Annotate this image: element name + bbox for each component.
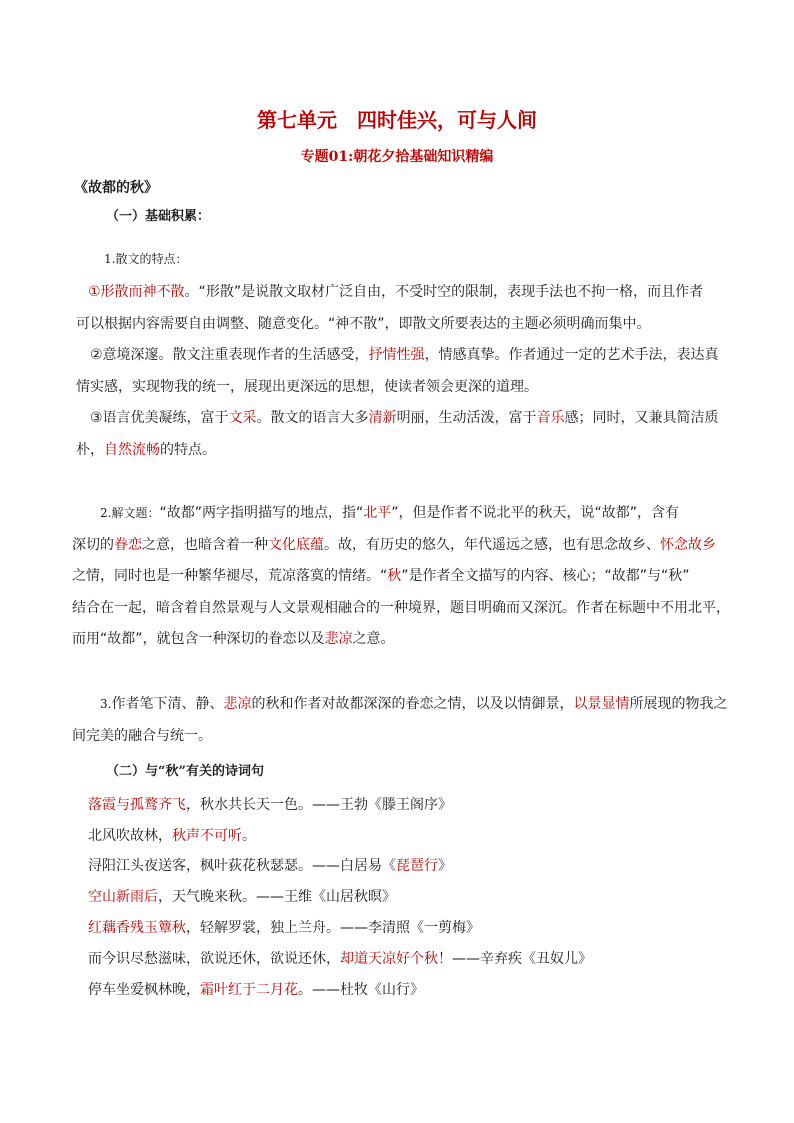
item1-label-text: 1.散文的特点： — [104, 252, 188, 266]
highlight-text: 抒情性强 — [368, 347, 425, 363]
body-text: 作者笔下清、静、 — [111, 696, 224, 712]
body-text: ③语言优美凝练，富于 — [90, 410, 229, 426]
body-text: 浔阳江头夜送客，枫叶荻花秋瑟瑟。——白居易《 — [88, 858, 396, 874]
body-text: 。——杜牧《山行》 — [298, 982, 424, 998]
work-title: 《故都的秋》 — [74, 180, 158, 196]
body-text: 。 — [242, 828, 256, 844]
highlight-text: 以景显情 — [573, 696, 630, 712]
highlight-text: 眷恋 — [114, 536, 142, 553]
body-text: 明丽，生动活泼，富于 — [396, 410, 537, 426]
highlight-text: 悲凉 — [223, 696, 252, 712]
item2-line4 — [72, 593, 732, 625]
poem-line-2 — [88, 825, 256, 845]
body-text: ，轻解罗裳，独上兰舟。——李清照《一剪梅》 — [186, 920, 480, 936]
poem-line-3 — [88, 855, 452, 875]
body-text: 》 — [438, 858, 452, 874]
highlight-text: 怀念故乡 — [660, 536, 716, 553]
unit-title: 第七单元 四时佳兴，可与人间 — [257, 108, 537, 132]
body-text: 之意。 — [352, 631, 395, 647]
item1-p3-line1 — [90, 403, 730, 435]
item1-p1-line2 — [76, 309, 728, 341]
body-text: 深切的 — [72, 536, 114, 553]
body-text: 停车坐爱枫林晚， — [88, 982, 200, 998]
body-text: 而今识尽愁滋味，欲说还休，欲说还休， — [88, 951, 340, 967]
section1-heading: （一）基础积累： — [106, 209, 211, 224]
highlight-text: 秋 — [387, 568, 402, 584]
body-text: 。散文的语言大多 — [256, 410, 369, 426]
highlight-text: 清新 — [368, 410, 397, 426]
body-text: ，情感真挚。作者通过一定的艺术手法，表达真 — [424, 347, 719, 363]
item2-paragraph — [72, 498, 732, 656]
body-text: 而用“故都”，就包含一种深切的眷恋以及 — [72, 631, 325, 647]
highlight-text: 文采 — [228, 410, 257, 426]
body-text: 可以根据内容需要自由调整、随意变化。“神不散”，即散文所要表达的主题必须明确而集中。 — [76, 315, 651, 332]
poem-line-4 — [88, 886, 396, 906]
item1-p2-line2 — [76, 372, 730, 404]
body-text: 所展现的物我之 — [629, 696, 728, 712]
highlight-text: 霜叶红于二月花 — [200, 982, 298, 998]
highlight-text: 自然流畅 — [104, 441, 160, 458]
body-text: ，天气晚来秋。——王维《山居秋暝》 — [158, 889, 396, 905]
body-text: 间完美的融合与统一。 — [72, 727, 212, 744]
body-text: 的秋和作者对故都深深的眷恋之情，以及以情御景， — [251, 696, 574, 712]
body-text: 。故，有历史的悠久，年代遥远之感，也有思念故乡、 — [324, 536, 660, 553]
highlight-text: 北平 — [363, 505, 392, 521]
highlight-text: 文化底蕴 — [268, 536, 324, 553]
item1-label — [104, 250, 187, 267]
item2-line2 — [72, 530, 732, 562]
body-text: ！——辛弃疾《丑奴儿》 — [438, 951, 592, 967]
item2-line1 — [72, 498, 732, 530]
poem-line-6 — [88, 948, 592, 968]
body-text: 。“形散”是说散文取材广泛自由，不受时空的限制，表现手法也不拘一格，而且作者 — [184, 284, 704, 300]
item2-line3 — [72, 561, 732, 593]
highlight-text: 琵琶行 — [396, 858, 438, 874]
body-text: 之情，同时也是一种繁华褪尽，荒凉落寞的情绪。“ — [72, 568, 388, 584]
item1-p2-line1 — [90, 340, 730, 372]
body-text: ②意境深邃。散文注重表现作者的生活感受， — [90, 347, 369, 363]
poem-line-1 — [88, 794, 452, 814]
item1-paragraph3 — [76, 403, 730, 466]
item1-p1-line1 — [88, 277, 728, 309]
highlight-text: 红藕香残玉簟秋 — [88, 920, 186, 936]
body-text: 的特点。 — [160, 441, 216, 458]
section2-heading: （二）与“秋”有关的诗词句 — [106, 764, 264, 779]
item1-paragraph2 — [76, 340, 730, 403]
highlight-text: 秋声不可听 — [172, 828, 242, 844]
poem-line-5 — [88, 917, 480, 937]
highlight-text: 悲凉 — [324, 631, 353, 647]
item2-line5 — [72, 624, 732, 656]
highlight-text: 落霞与孤鹜齐飞 — [88, 797, 186, 813]
poem-line-7 — [88, 979, 424, 999]
topic-subtitle: 专题01:朝花夕拾基础知识精编 — [300, 149, 494, 165]
item1-p3-line2 — [76, 435, 730, 467]
body-text: ”，但是作者不说北平的秋天，说“故都”，含有 — [391, 505, 679, 521]
body-text: 朴， — [76, 441, 104, 458]
body-text: “故都”两字指明描写的地点，指“ — [159, 505, 364, 521]
item3-line2 — [72, 721, 732, 753]
body-text: 之意，也暗含着一种 — [142, 536, 268, 553]
highlight-text: 音乐 — [536, 410, 565, 426]
highlight-text: 空山新雨后 — [88, 889, 158, 905]
body-text: 结合在一起，暗含着自然景观与人文景观相融合的一种境界，题目明确而又深沉。作者在标题中不用北平， — [72, 599, 730, 616]
body-text: 感；同时，又兼具简洁质 — [564, 410, 719, 426]
highlight-text: 却道天凉好个秋 — [340, 951, 438, 967]
highlight-text: ①形散而神不散 — [88, 284, 185, 300]
item1-paragraph1 — [76, 277, 728, 340]
item2-label: 2.解文题： — [100, 506, 160, 520]
body-text: ，秋水共长天一色。——王勃《滕王阁序》 — [186, 797, 452, 813]
item3-label: 3. — [100, 697, 112, 711]
item3-line1 — [72, 689, 732, 721]
body-text: 北风吹故林， — [88, 828, 172, 844]
item3-paragraph — [72, 689, 732, 752]
body-text: 情实感，实现物我的统一，展现出更深远的思想，使读者领会更深的道理。 — [76, 378, 538, 395]
body-text: ”是作者全文描写的内容、核心；“故都”与“秋” — [401, 568, 690, 584]
